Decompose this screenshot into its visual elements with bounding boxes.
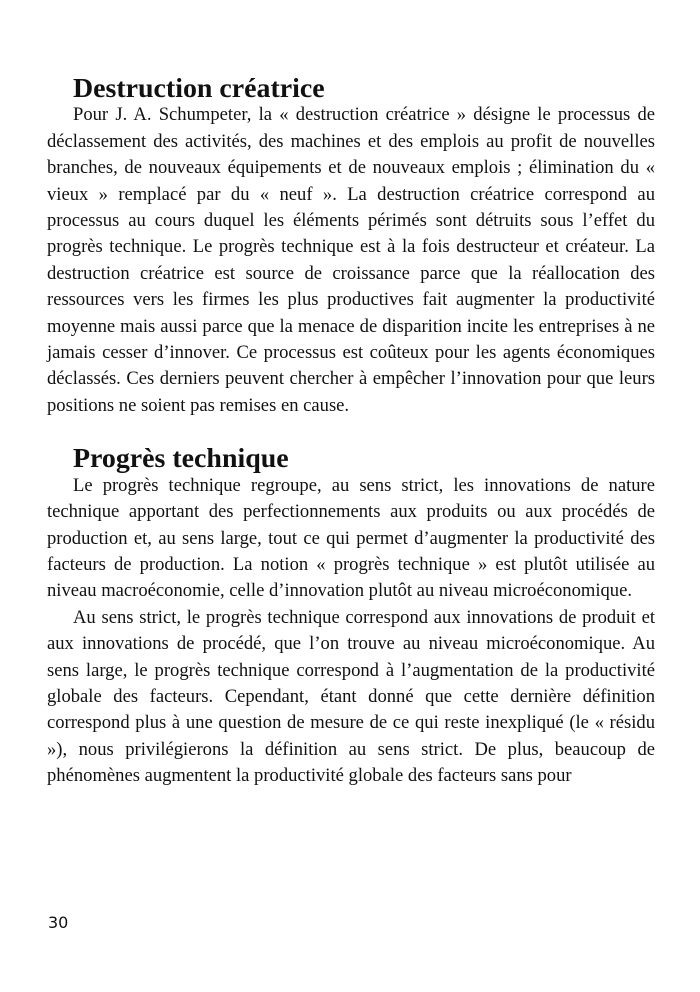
section-progres-technique [47,443,655,789]
paragraph: Au sens strict, le progrès technique correspond aux innovations de produit et aux innovations de procédé, que l’on trouve au niveau microéconomique. Au sens large, le progrès technique correspond à l’augmentation de la productivité globale des facteurs. Cependant, étant donné que cette dernière définition correspond plus à une question de mesure de ce qui reste inexpliqué (le « résidu »), nous privilégierons la définition au sens strict. De plus, beaucoup de phénomènes augmentent la productivité globale des facteurs sans pour [47,606,655,787]
paragraph: Pour J. A. Schumpeter, la « destruction créatrice » désigne le processus de déclassement des activités, des machines et des emplois au profit de nouvelles branches, de nouveaux équipements et de nouveaux emplois ; élimination du « vieux » remplacé par du « neuf ». La destruction créatrice correspond au processus au cours duquel les éléments périmés sont détruits sous l’effet du progrès technique. Le progrès technique est à la fois destructeur et créateur. La destruction créatrice est source de croissance parce que la réallocation des ressources vers les firmes les plus productives fait augmenter la productivité moyenne mais aussi parce que la menace de disparition incite les entreprises à ne jamais cesser d’innover. Ce processus est coûteux pour les agents économiques déclassés. Ces derniers peuvent chercher à empêcher l’innovation pour que leurs positions ne soient pas remises en cause. [47,104,655,416]
section-spacer [47,419,655,446]
page-body [47,73,655,790]
section-heading: Destruction créatrice [73,73,325,104]
section-heading: Progrès technique [73,443,289,475]
paragraph: Le progrès technique regroupe, au sens strict, les innovations de nature technique apportant des perfectionnements aux produits ou aux procédés de production et, au sens large, tout ce qui permet d’augmenter la productivité des facteurs de production. La notion « progrès technique » est plutôt utilisée au niveau macroéconomie, celle d’innovation plutôt au niveau microéconomique. [47,474,655,602]
page-number: 30 [48,913,69,932]
section-destruction-creatrice [47,73,655,419]
